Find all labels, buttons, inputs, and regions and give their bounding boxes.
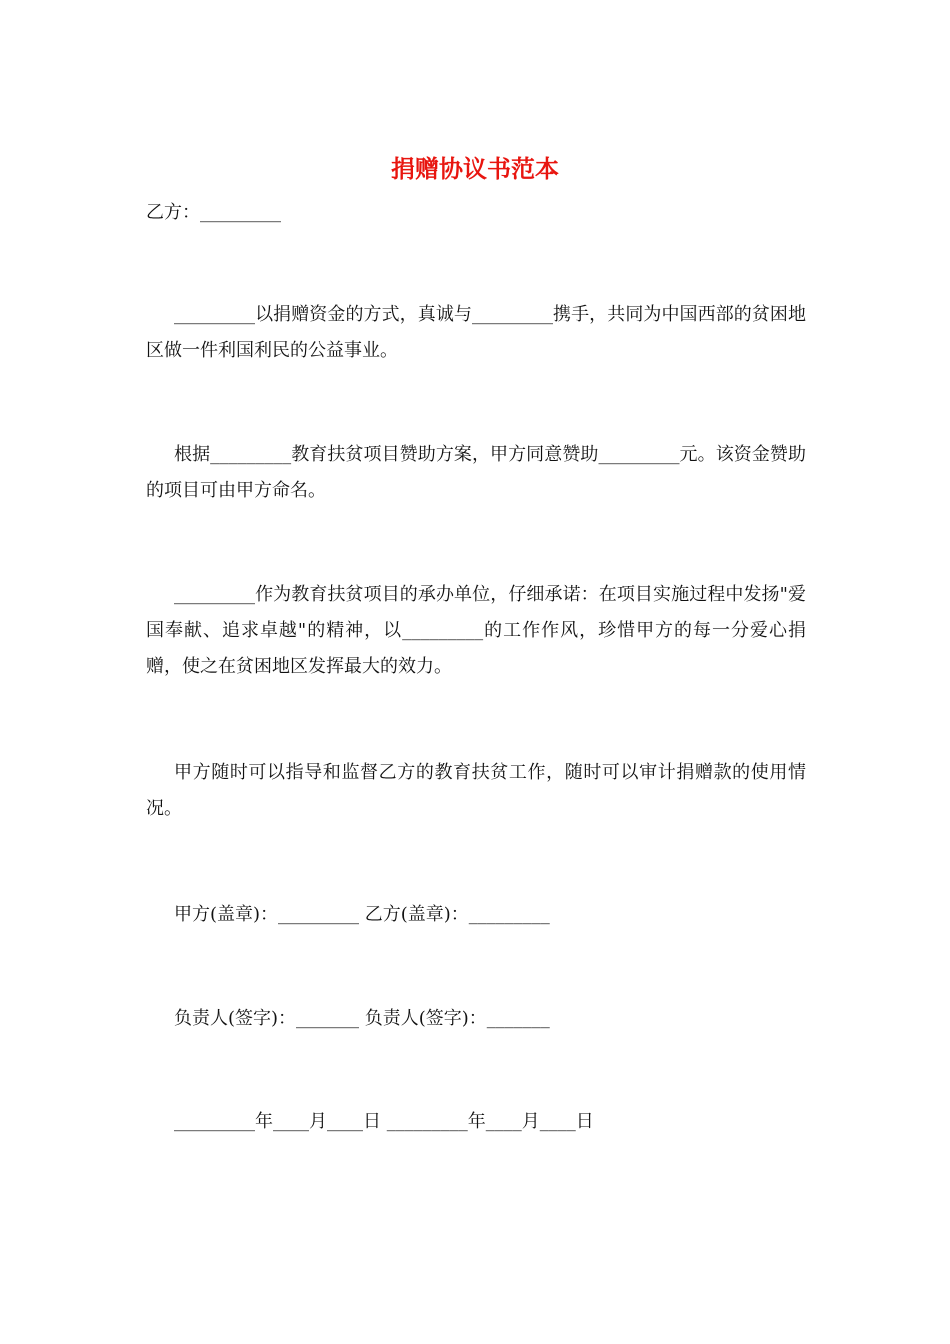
paragraph-donation-intent: _________以捐赠资金的方式，真诚与_________携手，共同为中国西部的贫困地区做一件利国利民的公益事业。 xyxy=(146,304,806,361)
party-b-line: 乙方：_________ xyxy=(146,202,281,223)
paragraph-undertaking-commitment: _________作为教育扶贫项目的承办单位，仔细承诺：在项目实施过程中发扬"爱国奉献、追求卓越"的精神，以_________的工作作风，珍惜甲方的每一分爱心捐赠，使之在贫困地区发挥最大的效力。 xyxy=(146,584,806,677)
document-title: 捐赠协议书范本 xyxy=(391,154,559,183)
date-line: _________年____月____日 _________年____月____日 xyxy=(174,1111,594,1132)
paragraph-supervision-rights: 甲方随时可以指导和监督乙方的教育扶贫工作，随时可以审计捐赠款的使用情况。 xyxy=(146,762,806,819)
paragraph-sponsorship-amount: 根据_________教育扶贫项目赞助方案，甲方同意赞助_________元。该资金赞助的项目可由甲方命名。 xyxy=(146,444,806,501)
signature-line: 负责人(签字)：_______ 负责人(签字)：_______ xyxy=(174,1008,550,1029)
seal-line: 甲方(盖章)：_________ 乙方(盖章)：_________ xyxy=(174,904,550,925)
